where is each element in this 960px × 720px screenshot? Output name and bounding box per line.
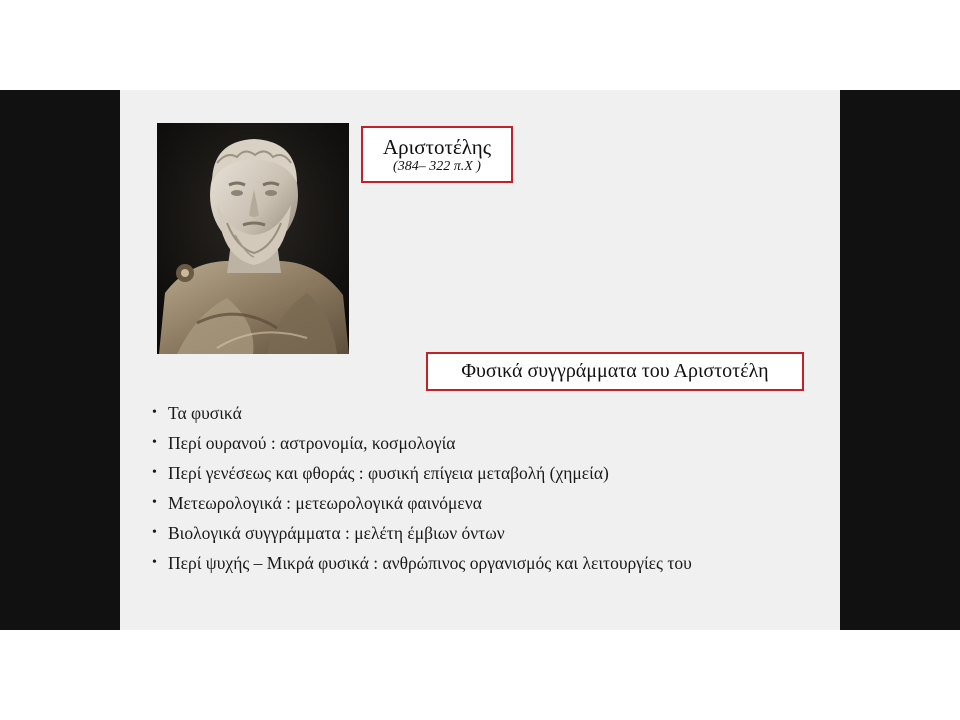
list-item-text: Περί ψυχής – Μικρά φυσικά : ανθρώπινος οργανισμός και λειτουργίες του bbox=[168, 553, 692, 573]
presentation-slide bbox=[120, 90, 840, 630]
bullet-icon: • bbox=[152, 435, 157, 450]
bullet-icon: • bbox=[152, 555, 157, 570]
list-item-text: Περί γενέσεως και φθοράς : φυσική επίγεια μεταβολή (χημεία) bbox=[168, 463, 609, 483]
aristotle-bust-image bbox=[157, 123, 349, 354]
list-item-text: Τα φυσικά bbox=[168, 403, 242, 423]
philosopher-name: Αριστοτέλης bbox=[382, 135, 492, 159]
list-item bbox=[148, 398, 692, 428]
bullet-icon: • bbox=[152, 405, 157, 420]
list-item-text: Μετεωρολογικά : μετεωρολογικά φαινόμενα bbox=[168, 493, 482, 513]
list-item-text: Βιολογικά συγγράμματα : μελέτη έμβιων όντων bbox=[168, 523, 505, 543]
list-item bbox=[148, 458, 692, 488]
bullet-icon: • bbox=[152, 465, 157, 480]
philosopher-dates: (384– 322 π.Χ ) bbox=[393, 159, 481, 174]
slide-heading: Φυσικά συγγράμματα του Αριστοτέλη bbox=[426, 352, 804, 391]
list-item bbox=[148, 548, 692, 578]
list-item bbox=[148, 488, 692, 518]
philosopher-name-box bbox=[361, 126, 513, 183]
bullet-icon: • bbox=[152, 495, 157, 510]
video-viewport bbox=[0, 90, 960, 630]
list-item-text: Περί ουρανού : αστρονομία, κοσμολογία bbox=[168, 433, 456, 453]
list-item bbox=[148, 518, 692, 548]
works-list bbox=[148, 398, 692, 578]
bullet-icon: • bbox=[152, 525, 157, 540]
list-item bbox=[148, 428, 692, 458]
